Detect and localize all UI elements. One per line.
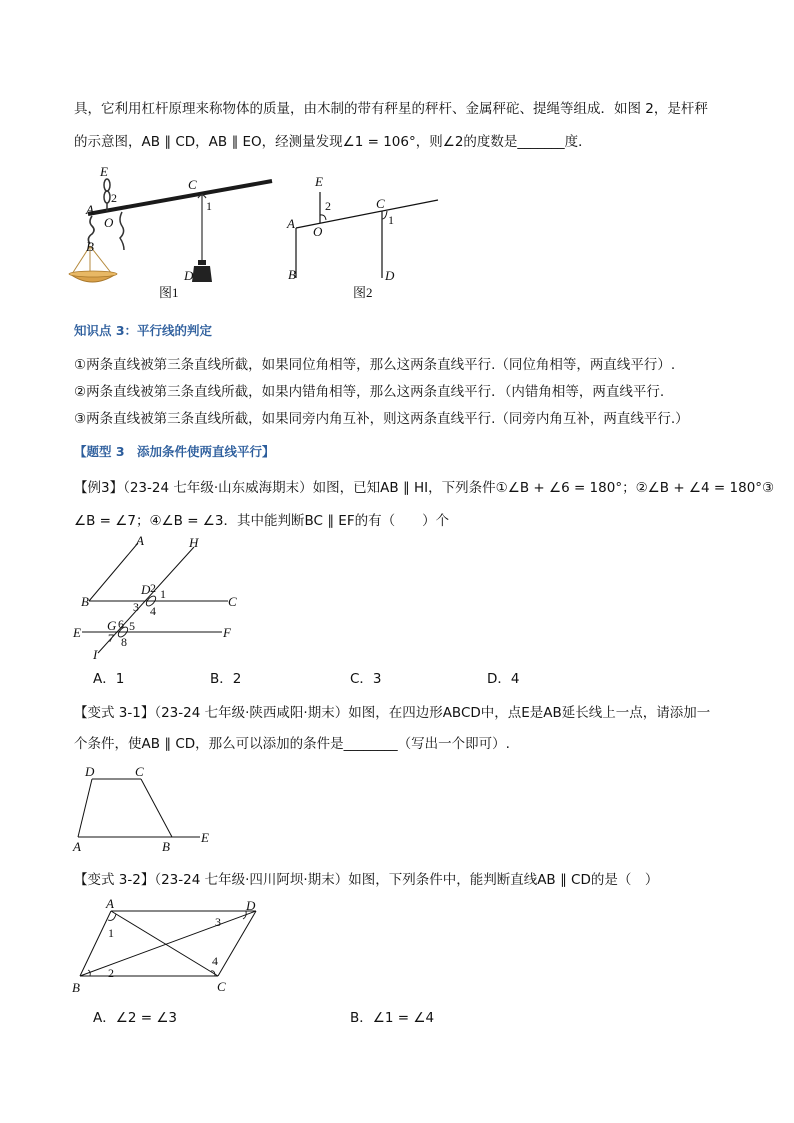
svg-text:C: C bbox=[135, 764, 144, 779]
figure-1-caption: 图1 bbox=[159, 285, 179, 300]
variant1-figure bbox=[68, 762, 218, 857]
svg-text:A: A bbox=[136, 533, 144, 548]
variant2-option-b: B．∠1 = ∠4 bbox=[350, 1010, 435, 1026]
variant1-line-1: 【变式 3-1】（23-24 七年级·陕西咸阳·期末）如图，在四边形ABCD中，点E是AB延长线上一点，请添加一 bbox=[74, 705, 711, 721]
topic-title: 【题型 3 添加条件使两直线平行】 bbox=[74, 444, 275, 459]
knowledge-item-1: ①两条直线被第三条直线所截，如果同位角相等，那么这两条直线平行.（同位角相等，两直线平行）. bbox=[74, 357, 676, 373]
svg-text:G: G bbox=[107, 618, 117, 633]
svg-text:H: H bbox=[189, 535, 199, 550]
figure-1-steelyard bbox=[60, 162, 290, 302]
example3-line-2: ∠B = ∠7；④∠B = ∠3．其中能判断BC ∥ EF的有（ ）个 bbox=[74, 513, 450, 529]
svg-text:D: D bbox=[184, 268, 194, 283]
svg-text:B: B bbox=[86, 239, 94, 254]
example3-option-b: B．2 bbox=[210, 671, 242, 687]
svg-text:B: B bbox=[72, 980, 80, 995]
svg-text:6: 6 bbox=[118, 617, 124, 631]
example3-line-1: 【例3】（23-24 七年级·山东威海期末）如图，已知AB ∥ HI，下列条件①∠B + ∠6 = 180°；②∠B + ∠4 = 180°③ bbox=[74, 480, 775, 496]
svg-text:I: I bbox=[93, 647, 98, 662]
svg-text:B: B bbox=[162, 839, 170, 854]
svg-text:D: D bbox=[246, 898, 256, 913]
example3-option-a: A．1 bbox=[93, 671, 125, 687]
svg-text:2: 2 bbox=[150, 581, 156, 595]
svg-text:C: C bbox=[228, 594, 237, 609]
svg-text:5: 5 bbox=[129, 619, 135, 633]
svg-text:E: E bbox=[100, 164, 108, 179]
svg-text:1: 1 bbox=[388, 213, 394, 227]
svg-text:8: 8 bbox=[121, 635, 127, 649]
svg-text:A: A bbox=[86, 202, 94, 217]
knowledge-title: 知识点 3：平行线的判定 bbox=[74, 323, 213, 338]
example3-option-d: D．4 bbox=[487, 671, 520, 687]
svg-text:A: A bbox=[73, 839, 81, 854]
svg-text:E: E bbox=[73, 625, 81, 640]
svg-text:C: C bbox=[217, 979, 226, 994]
svg-text:E: E bbox=[201, 830, 209, 845]
variant2-figure bbox=[68, 896, 268, 1001]
svg-text:C: C bbox=[188, 177, 197, 192]
svg-text:O: O bbox=[313, 224, 323, 239]
figure-2-caption: 图2 bbox=[353, 285, 373, 300]
svg-text:C: C bbox=[376, 196, 385, 211]
svg-text:4: 4 bbox=[150, 604, 156, 618]
svg-text:B: B bbox=[288, 267, 296, 282]
svg-text:2: 2 bbox=[108, 966, 114, 980]
svg-text:F: F bbox=[223, 625, 231, 640]
svg-text:3: 3 bbox=[133, 600, 139, 614]
variant2-line-1: 【变式 3-2】（23-24 七年级·四川阿坝·期末）如图，下列条件中，能判断直线AB ∥ CD的是（ ） bbox=[74, 872, 659, 888]
intro-line-2: 的示意图，AB ∥ CD，AB ∥ EO，经测量发现∠1 = 106°，则∠2的度数是_______度． bbox=[74, 134, 592, 150]
knowledge-item-2: ②两条直线被第三条直线所截，如果内错角相等，那么这两条直线平行．（内错角相等，两直线平行. bbox=[74, 384, 665, 400]
svg-text:B: B bbox=[81, 594, 89, 609]
svg-text:7: 7 bbox=[108, 631, 114, 645]
svg-text:A: A bbox=[287, 216, 295, 231]
svg-text:1: 1 bbox=[160, 587, 166, 601]
knowledge-item-3: ③两条直线被第三条直线所截，如果同旁内角互补，则这两条直线平行.（同旁内角互补，两直线平行.） bbox=[74, 411, 689, 427]
example3-option-c: C．3 bbox=[350, 671, 382, 687]
svg-text:1: 1 bbox=[206, 199, 212, 213]
svg-text:2: 2 bbox=[111, 191, 117, 205]
svg-text:1: 1 bbox=[108, 926, 114, 940]
intro-line-1: 具，它利用杠杆原理来称物体的质量，由木制的带有秤星的秤杆、金属秤砣、提绳等组成．如图 2，是杆秤 bbox=[74, 101, 708, 117]
figure-2-schematic bbox=[283, 162, 443, 302]
variant2-option-a: A．∠2 = ∠3 bbox=[93, 1010, 178, 1026]
svg-text:3: 3 bbox=[215, 915, 221, 929]
svg-text:4: 4 bbox=[212, 954, 218, 968]
svg-text:D: D bbox=[141, 582, 151, 597]
svg-text:D: D bbox=[385, 268, 395, 283]
svg-text:2: 2 bbox=[325, 199, 331, 213]
svg-text:O: O bbox=[104, 215, 114, 230]
svg-text:A: A bbox=[106, 896, 114, 911]
variant1-line-2: 个条件，使AB ∥ CD，那么可以添加的条件是________（写出一个即可）. bbox=[74, 736, 510, 752]
svg-text:D: D bbox=[85, 764, 95, 779]
example3-figure bbox=[70, 535, 250, 665]
svg-text:E: E bbox=[315, 174, 323, 189]
